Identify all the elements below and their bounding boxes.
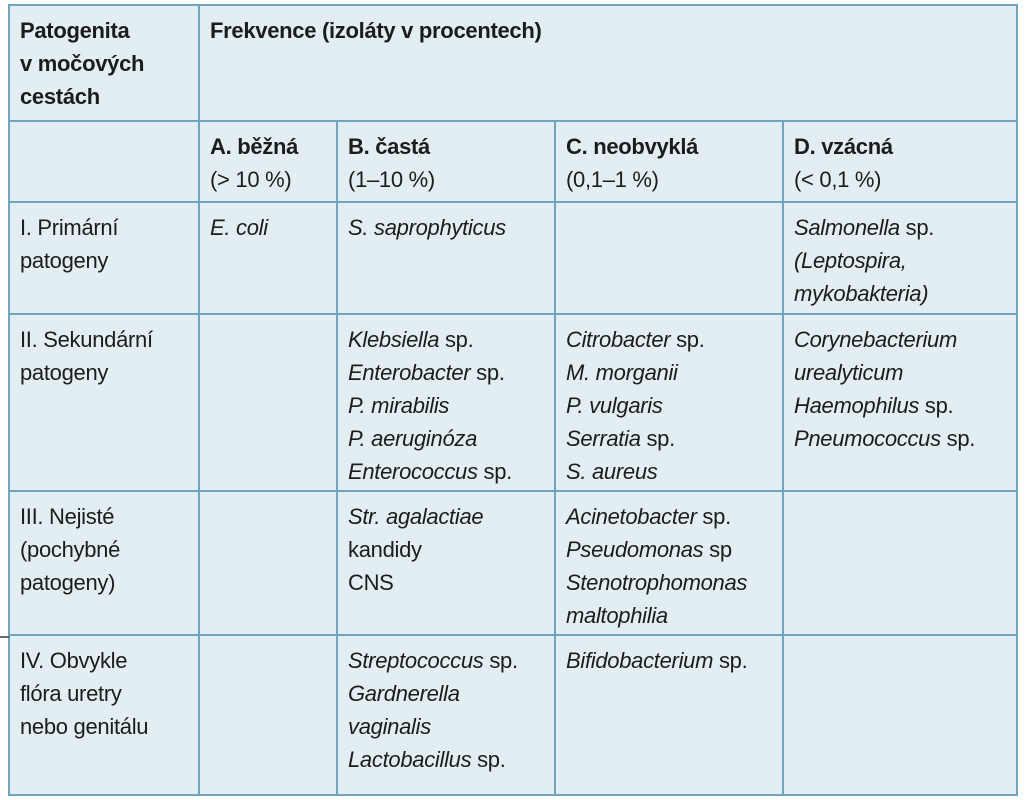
column-range: (1–10 %) <box>348 167 435 192</box>
column-header-c <box>555 121 783 202</box>
column-header-a <box>199 121 337 202</box>
frequency-header: Frekvence (izoláty v procentech) <box>199 5 1017 121</box>
organism-suffix: sp. <box>919 393 954 418</box>
organism-name: P. vulgaris <box>566 393 663 418</box>
organism-entry <box>348 644 544 677</box>
organism-entry <box>348 566 544 599</box>
organism-name: P. mirabilis <box>348 393 450 418</box>
organism-suffix: sp. <box>696 504 731 529</box>
organism-suffix: sp. <box>670 327 705 352</box>
organism-entry <box>794 323 1006 356</box>
organism-cell <box>337 314 555 491</box>
organism-name: Pseudomonas <box>566 537 704 562</box>
column-title: A. běžná <box>210 134 299 159</box>
organism-suffix: sp. <box>471 747 506 772</box>
organism-entry <box>348 455 544 488</box>
organism-cell <box>199 491 337 635</box>
organism-name: Stenotrophomonas <box>566 570 748 595</box>
row-label-primary: I. Primární patogeny <box>9 202 199 314</box>
organism-name: S. aureus <box>566 459 658 484</box>
organism-cell <box>337 491 555 635</box>
organism-cell <box>555 314 783 491</box>
organism-suffix: sp. <box>483 648 518 673</box>
organism-entry <box>566 566 772 599</box>
organism-cell <box>555 202 783 314</box>
organism-name: P. aeruginóza <box>348 426 478 451</box>
organism-cell <box>783 491 1017 635</box>
organism-name: Pneumococcus <box>794 426 941 451</box>
organism-cell <box>555 491 783 635</box>
organism-cell <box>783 202 1017 314</box>
organism-cell <box>199 314 337 491</box>
table-row <box>9 202 1017 314</box>
organism-entry <box>566 389 772 422</box>
column-range: (< 0,1 %) <box>794 167 882 192</box>
organism-name: Citrobacter <box>566 327 671 352</box>
organism-name: Salmonella <box>794 215 900 240</box>
column-title: C. neobvyklá <box>566 134 699 159</box>
organism-name: Enterococcus <box>348 459 478 484</box>
empty-header-cell <box>9 121 199 202</box>
organism-entry <box>566 422 772 455</box>
organism-suffix: sp. <box>713 648 748 673</box>
organism-suffix: sp. <box>940 426 976 451</box>
organism-cell <box>337 635 555 795</box>
organism-suffix: sp. <box>470 360 505 385</box>
organism-name: Haemophilus <box>794 393 920 418</box>
organism-entry <box>348 211 544 244</box>
organism-suffix: sp. <box>899 215 935 240</box>
header-row-top <box>9 5 1017 121</box>
organism-name: Bifidobacterium <box>566 648 714 673</box>
header-row-columns <box>9 121 1017 202</box>
pathogenicity-table <box>8 4 1018 796</box>
organism-entry <box>348 356 544 389</box>
organism-entry <box>794 277 1006 310</box>
organism-entry <box>794 422 1006 455</box>
margin-tick-mark <box>0 636 10 638</box>
organism-suffix: sp. <box>477 459 512 484</box>
organism-entry <box>566 533 772 566</box>
column-title: D. vzácná <box>794 134 893 159</box>
organism-entry <box>566 323 772 356</box>
organism-entry <box>794 356 1006 389</box>
organism-name: M. morganii <box>566 360 678 385</box>
organism-cell <box>199 635 337 795</box>
organism-name: Gardnerella <box>348 681 460 706</box>
column-range: (> 10 %) <box>210 167 292 192</box>
organism-suffix: CNS <box>348 570 394 595</box>
table-row <box>9 314 1017 491</box>
organism-entry <box>794 389 1006 422</box>
organism-name: Acinetobacter <box>566 504 697 529</box>
organism-cell <box>783 635 1017 795</box>
row-label-normal-flora: IV. Obvykle flóra uretry nebo genitálu <box>9 635 199 795</box>
organism-name: Lactobacillus <box>348 747 472 772</box>
organism-name: S. saprophyticus <box>348 215 506 240</box>
row-label-secondary: II. Sekundární patogeny <box>9 314 199 491</box>
organism-suffix: sp <box>703 537 732 562</box>
organism-entry <box>794 211 1006 244</box>
organism-entry <box>794 244 1006 277</box>
organism-name: (Leptospira, <box>794 248 907 273</box>
organism-entry <box>566 500 772 533</box>
column-header-d <box>783 121 1017 202</box>
organism-entry <box>566 356 772 389</box>
organism-entry <box>348 743 544 776</box>
organism-entry <box>348 323 544 356</box>
organism-name: Str. agalactiae <box>348 504 484 529</box>
organism-entry <box>348 533 544 566</box>
organism-entry <box>348 389 544 422</box>
organism-entry <box>348 422 544 455</box>
organism-suffix: kandidy <box>348 537 422 562</box>
table-row <box>9 635 1017 795</box>
organism-cell <box>199 202 337 314</box>
organism-name: maltophilia <box>566 603 668 628</box>
organism-cell <box>783 314 1017 491</box>
organism-suffix: sp. <box>439 327 474 352</box>
organism-cell <box>555 635 783 795</box>
corner-header: Patogenita v močových cestách <box>9 5 199 121</box>
organism-entry <box>348 710 544 743</box>
organism-name: Enterobacter <box>348 360 471 385</box>
table-row <box>9 491 1017 635</box>
organism-name: E. coli <box>210 215 268 240</box>
column-header-b <box>337 121 555 202</box>
organism-name: urealyticum <box>794 360 904 385</box>
row-label-uncertain: III. Nejisté (pochybné patogeny) <box>9 491 199 635</box>
column-range: (0,1–1 %) <box>566 167 659 192</box>
organism-name: vaginalis <box>348 714 431 739</box>
organism-name: Corynebacterium <box>794 327 958 352</box>
organism-cell <box>337 202 555 314</box>
column-title: B. častá <box>348 134 430 159</box>
organism-entry <box>566 644 772 677</box>
organism-name: Serratia <box>566 426 641 451</box>
organism-name: Klebsiella <box>348 327 440 352</box>
organism-suffix: sp. <box>640 426 675 451</box>
organism-name: Streptococcus <box>348 648 484 673</box>
organism-entry <box>566 599 772 632</box>
organism-entry <box>348 500 544 533</box>
organism-entry <box>210 211 326 244</box>
organism-entry <box>348 677 544 710</box>
organism-entry <box>566 455 772 488</box>
organism-name: mykobakteria) <box>794 281 929 306</box>
